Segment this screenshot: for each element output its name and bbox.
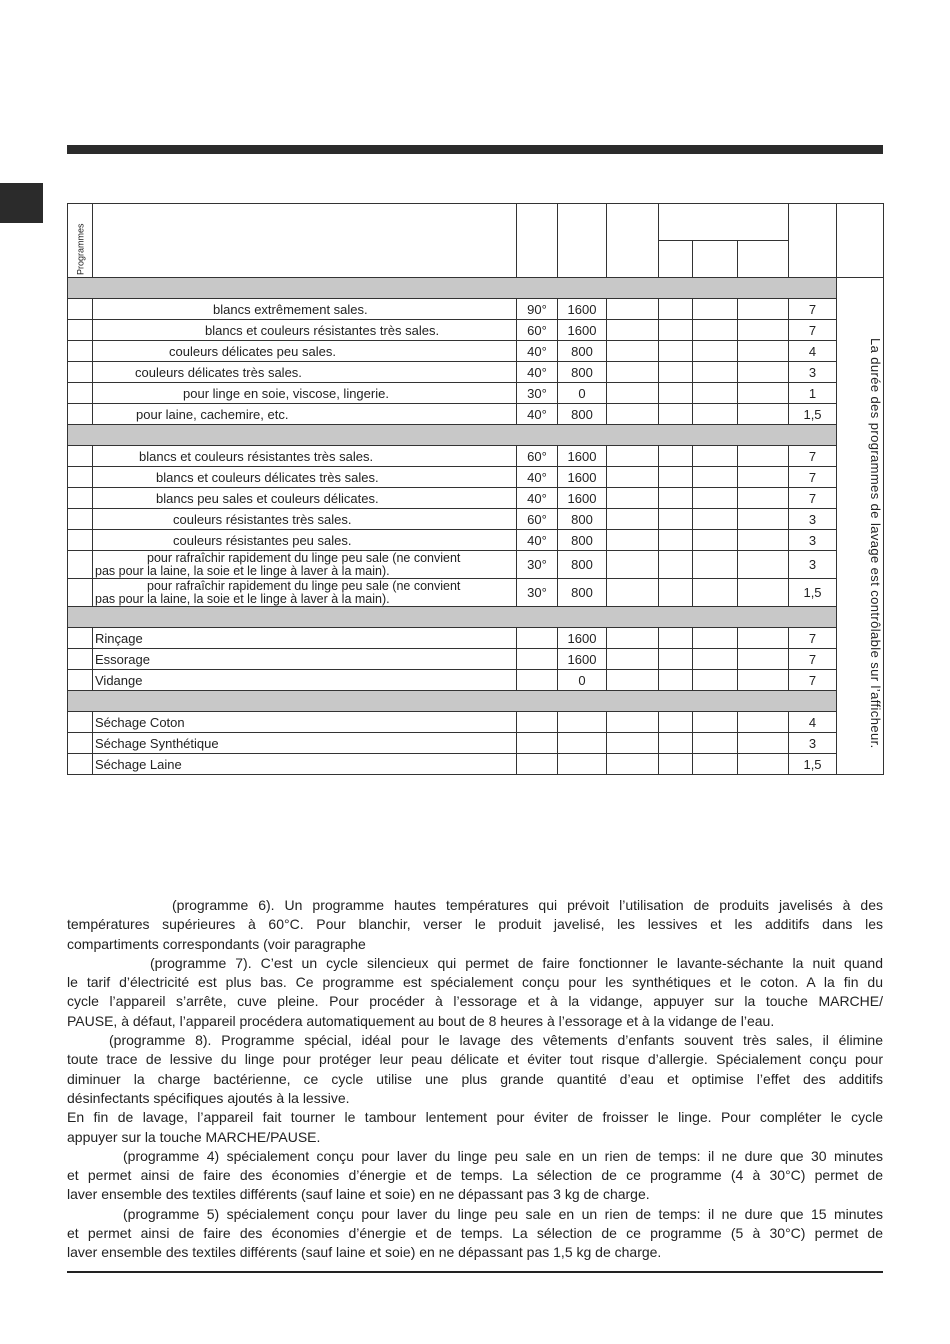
wash-cell: [659, 362, 693, 383]
program-number-cell: [68, 670, 93, 691]
description-cell: [93, 362, 517, 383]
softener-cell: [738, 649, 789, 670]
load-cell: 7: [789, 628, 837, 649]
bleach-cell: [693, 628, 738, 649]
header-detergents: [659, 204, 789, 241]
prewash-cell: [607, 299, 659, 320]
description-text: Vidange: [95, 672, 143, 688]
temperature-cell: 40°: [517, 404, 558, 425]
wash-cell: [659, 733, 693, 754]
description-text: blancs et couleurs résistantes très sales.: [139, 448, 374, 464]
description-cell: [93, 509, 517, 530]
description-line: pour rafraîchir rapidement du linge peu sale (ne convient: [147, 550, 461, 565]
prewash-cell: [607, 530, 659, 551]
softener-cell: [738, 670, 789, 691]
table-row: [68, 320, 884, 341]
temperature-cell: [517, 754, 558, 775]
load-cell: 1,5: [789, 404, 837, 425]
softener-cell: [738, 467, 789, 488]
table-row: [68, 404, 884, 425]
wash-cell: [659, 383, 693, 404]
bleach-cell: [693, 649, 738, 670]
table-row: [68, 509, 884, 530]
description-text: blancs et couleurs délicates très sales.: [156, 469, 379, 485]
description-cell: [93, 383, 517, 404]
header-spin: [558, 204, 607, 278]
program-number-cell: [68, 509, 93, 530]
description-cell: [93, 467, 517, 488]
spin-cell: 800: [558, 551, 607, 579]
paragraph-line: toute trace de lessive du linge pour protéger leur peau délicate et éviter tout risque d’allergie. Spécialement conçu pour: [67, 1051, 883, 1068]
description-cell: [93, 670, 517, 691]
spin-cell: 1600: [558, 649, 607, 670]
header-wash: [659, 241, 693, 278]
paragraph-line: cycle l’appareil s’arrête, cuve pleine. Pour procéder à l’essorage et à la vidange, appuyer sur la touche MARCHE/: [67, 993, 883, 1010]
table-row: [68, 551, 884, 579]
description-text: pour linge en soie, viscose, lingerie.: [183, 385, 389, 401]
paragraph-line: et permet ainsi de faire des économies d’énergie et de temps. La sélection de ce programme (5 à 30°C) permet de: [67, 1225, 883, 1242]
program-number-cell: [68, 733, 93, 754]
softener-cell: [738, 579, 789, 607]
prewash-cell: [607, 362, 659, 383]
softener-cell: [738, 509, 789, 530]
softener-cell: [738, 341, 789, 362]
section-header-cell: [68, 691, 837, 712]
paragraph-line: compartiments correspondants (voir paragraphe: [67, 935, 366, 952]
temperature-cell: 40°: [517, 341, 558, 362]
temperature-cell: 90°: [517, 299, 558, 320]
description-cell: [93, 530, 517, 551]
load-cell: 4: [789, 341, 837, 362]
description-line: pour rafraîchir rapidement du linge peu sale (ne convient: [147, 578, 461, 593]
spin-cell: [558, 733, 607, 754]
description-cell: [93, 551, 517, 579]
spin-cell: 800: [558, 362, 607, 383]
header-description: [93, 204, 517, 278]
table-row: [68, 649, 884, 670]
temperature-cell: [517, 628, 558, 649]
table-row: [68, 446, 884, 467]
prewash-cell: [607, 404, 659, 425]
temperature-cell: 30°: [517, 383, 558, 404]
program-number-cell: [68, 551, 93, 579]
description-text: couleurs délicates peu sales.: [169, 343, 336, 359]
wash-cell: [659, 649, 693, 670]
spin-cell: 1600: [558, 488, 607, 509]
prewash-cell: [607, 341, 659, 362]
table-row: [68, 712, 884, 733]
description-cell: [93, 299, 517, 320]
table-row: [68, 467, 884, 488]
spin-cell: 800: [558, 404, 607, 425]
prewash-cell: [607, 754, 659, 775]
prewash-cell: [607, 579, 659, 607]
paragraph-line: (programme 5) spécialement conçu pour laver du linge peu sale en un rien de temps: il ne dure que 15 minutes: [123, 1205, 883, 1222]
prewash-cell: [607, 446, 659, 467]
softener-cell: [738, 530, 789, 551]
temperature-cell: 60°: [517, 320, 558, 341]
prewash-cell: [607, 488, 659, 509]
prewash-cell: [607, 383, 659, 404]
spin-cell: 1600: [558, 628, 607, 649]
spin-cell: 0: [558, 383, 607, 404]
table-row: [68, 362, 884, 383]
description-text: couleurs résistantes peu sales.: [173, 532, 352, 548]
temperature-cell: [517, 712, 558, 733]
table-row: [68, 488, 884, 509]
bleach-cell: [693, 362, 738, 383]
temperature-cell: 60°: [517, 446, 558, 467]
program-number-cell: [68, 628, 93, 649]
paragraph-line: désinfectants spécifiques ajoutés à la lessive.: [67, 1089, 350, 1106]
description-text: blancs et couleurs résistantes très sales.: [205, 322, 440, 338]
section-header-cell: [68, 425, 837, 446]
paragraph-line: et permet ainsi de faire des économies d’énergie et de temps. La sélection de ce programme (4 à 30°C) permet de: [67, 1167, 883, 1184]
temperature-cell: [517, 670, 558, 691]
load-cell: 3: [789, 530, 837, 551]
paragraph-line: laver ensemble des textiles différents (sauf laine et soie) en ne dépassant pas 3 kg de charge.: [67, 1186, 650, 1203]
load-cell: 7: [789, 467, 837, 488]
wash-cell: [659, 628, 693, 649]
description-cell: [93, 579, 517, 607]
description-text: Séchage Laine: [95, 756, 182, 772]
softener-cell: [738, 446, 789, 467]
description-text: Essorage: [95, 651, 150, 667]
load-cell: 3: [789, 551, 837, 579]
program-number-cell: [68, 712, 93, 733]
wash-cell: [659, 320, 693, 341]
bleach-cell: [693, 341, 738, 362]
description-cell: [93, 733, 517, 754]
footer-rule: [67, 1271, 883, 1273]
program-number-cell: [68, 362, 93, 383]
bleach-cell: [693, 579, 738, 607]
spin-cell: [558, 712, 607, 733]
temperature-cell: 30°: [517, 579, 558, 607]
description-text: couleurs délicates très sales.: [135, 364, 302, 380]
prewash-cell: [607, 628, 659, 649]
table-row: [68, 670, 884, 691]
description-text: blancs peu sales et couleurs délicates.: [156, 490, 379, 506]
description-text: couleurs résistantes très sales.: [173, 511, 352, 527]
paragraph-line: PAUSE, à défaut, l’appareil procédera automatiquement au bout de 8 heures à l’essorage et à la vidange de l’eau.: [67, 1012, 775, 1029]
description-line: pas pour la laine, la soie et le linge à laver à la main).: [95, 563, 390, 578]
wash-cell: [659, 551, 693, 579]
description-cell: [93, 754, 517, 775]
wash-cell: [659, 299, 693, 320]
temperature-cell: 40°: [517, 467, 558, 488]
softener-cell: [738, 299, 789, 320]
wash-cell: [659, 488, 693, 509]
bleach-cell: [693, 733, 738, 754]
paragraph-line: le tarif d’électricité est plus bas. Ce programme est spécialement conçu pour les synthétiques et le coton. A la fin du: [67, 974, 883, 991]
wash-cell: [659, 467, 693, 488]
bleach-cell: [693, 320, 738, 341]
temperature-cell: 60°: [517, 509, 558, 530]
description-cell: [93, 712, 517, 733]
programme-table: [67, 203, 884, 775]
table-row: [68, 341, 884, 362]
table-row: [68, 754, 884, 775]
paragraph-line: laver ensemble des textiles différents (sauf laine et soie) en ne dépassant pas 1,5 kg de charge.: [67, 1244, 662, 1261]
temperature-cell: [517, 649, 558, 670]
description-text: blancs extrêmement sales.: [213, 301, 368, 317]
spin-cell: 800: [558, 341, 607, 362]
spin-cell: [558, 754, 607, 775]
paragraph-line: températures supérieures à 60°C. Pour blanchir, verser le produit javelisé, les lessives et les additifs dans les: [67, 916, 883, 933]
description-cell: [93, 649, 517, 670]
softener-cell: [738, 383, 789, 404]
description-line: pas pour la laine, la soie et le linge à laver à la main).: [95, 591, 390, 606]
description-cell: [93, 628, 517, 649]
prewash-cell: [607, 320, 659, 341]
bleach-cell: [693, 670, 738, 691]
load-cell: 7: [789, 299, 837, 320]
load-cell: 7: [789, 446, 837, 467]
spin-cell: 1600: [558, 320, 607, 341]
bleach-cell: [693, 383, 738, 404]
load-cell: 7: [789, 488, 837, 509]
bleach-cell: [693, 754, 738, 775]
spin-cell: 1600: [558, 299, 607, 320]
prewash-cell: [607, 551, 659, 579]
prewash-cell: [607, 509, 659, 530]
description-text: Séchage Coton: [95, 714, 185, 730]
prewash-cell: [607, 733, 659, 754]
program-number-cell: [68, 649, 93, 670]
program-number-cell: [68, 299, 93, 320]
load-cell: 4: [789, 712, 837, 733]
softener-cell: [738, 628, 789, 649]
section-header-row: [68, 691, 884, 712]
program-number-cell: [68, 530, 93, 551]
temperature-cell: 30°: [517, 551, 558, 579]
spin-cell: 0: [558, 670, 607, 691]
section-header-cell: [68, 278, 837, 299]
bleach-cell: [693, 467, 738, 488]
header-load: [789, 204, 837, 278]
paragraph-line: En fin de lavage, l’appareil fait tourner le tambour lentement pour éviter de froisser le linge. Pour compléter le cycle: [67, 1109, 883, 1126]
load-cell: 1,5: [789, 754, 837, 775]
spin-cell: 800: [558, 579, 607, 607]
softener-cell: [738, 362, 789, 383]
bleach-cell: [693, 712, 738, 733]
section-header-row: [68, 278, 884, 299]
prewash-cell: [607, 712, 659, 733]
bleach-cell: [693, 488, 738, 509]
program-number-cell: [68, 320, 93, 341]
softener-cell: [738, 754, 789, 775]
programmes-header: Programmes: [68, 204, 93, 278]
program-number-cell: [68, 341, 93, 362]
spin-cell: 1600: [558, 467, 607, 488]
load-cell: 3: [789, 362, 837, 383]
header-bleach: [693, 241, 738, 278]
paragraph-line: (programme 4) spécialement conçu pour laver du linge peu sale en un rien de temps: il ne dure que 30 minutes: [123, 1147, 883, 1164]
bleach-cell: [693, 530, 738, 551]
load-cell: 1: [789, 383, 837, 404]
program-number-cell: [68, 467, 93, 488]
wash-cell: [659, 404, 693, 425]
table-row: [68, 299, 884, 320]
program-number-cell: [68, 579, 93, 607]
softener-cell: [738, 733, 789, 754]
program-number-cell: [68, 446, 93, 467]
load-cell: 7: [789, 649, 837, 670]
bleach-cell: [693, 509, 738, 530]
temperature-cell: 40°: [517, 488, 558, 509]
wash-cell: [659, 670, 693, 691]
program-number-cell: [68, 754, 93, 775]
load-cell: 7: [789, 320, 837, 341]
temperature-cell: [517, 733, 558, 754]
wash-cell: [659, 754, 693, 775]
bleach-cell: [693, 404, 738, 425]
header-bar: [67, 145, 883, 154]
wash-cell: [659, 446, 693, 467]
bleach-cell: [693, 551, 738, 579]
program-number-cell: [68, 488, 93, 509]
wash-cell: [659, 341, 693, 362]
header-duration: [837, 204, 884, 278]
spin-cell: 800: [558, 509, 607, 530]
table-row: [68, 733, 884, 754]
prewash-cell: [607, 467, 659, 488]
table-row: [68, 579, 884, 607]
softener-cell: [738, 488, 789, 509]
description-cell: [93, 446, 517, 467]
softener-cell: [738, 320, 789, 341]
header-prewash: [607, 204, 659, 278]
temperature-cell: 40°: [517, 362, 558, 383]
load-cell: 3: [789, 733, 837, 754]
wash-cell: [659, 530, 693, 551]
bleach-cell: [693, 446, 738, 467]
paragraph-line: appuyer sur la touche MARCHE/PAUSE.: [67, 1128, 321, 1145]
description-text: pour laine, cachemire, etc.: [136, 406, 289, 422]
table-row: [68, 383, 884, 404]
prewash-cell: [607, 670, 659, 691]
description-cell: [93, 320, 517, 341]
description-cell: [93, 488, 517, 509]
paragraph-line: (programme 8). Programme spécial, idéal pour le lavage des vêtements d’enfants souvent très sales, il élimine: [109, 1032, 883, 1049]
wash-cell: [659, 712, 693, 733]
softener-cell: [738, 551, 789, 579]
duration-note: La durée des programmes de lavage est contrôlable sur l’afficheur.: [837, 278, 884, 775]
paragraph-line: diminuer la charge bactérienne, ce cycle utilise une plus grande quantité d’eau et optimise l’effet des additifs: [67, 1070, 883, 1087]
load-cell: 3: [789, 509, 837, 530]
program-number-cell: [68, 404, 93, 425]
load-cell: 1,5: [789, 579, 837, 607]
language-tab: [0, 183, 43, 223]
wash-cell: [659, 579, 693, 607]
softener-cell: [738, 404, 789, 425]
section-header-row: [68, 607, 884, 628]
spin-cell: 800: [558, 530, 607, 551]
description-cell: [93, 404, 517, 425]
load-cell: 7: [789, 670, 837, 691]
description-cell: [93, 341, 517, 362]
table-row: [68, 628, 884, 649]
wash-cell: [659, 509, 693, 530]
softener-cell: [738, 712, 789, 733]
header-temperature: [517, 204, 558, 278]
prewash-cell: [607, 649, 659, 670]
bleach-cell: [693, 299, 738, 320]
spin-cell: 1600: [558, 446, 607, 467]
program-number-cell: [68, 383, 93, 404]
section-header-cell: [68, 607, 837, 628]
header-softener: [738, 241, 789, 278]
program-descriptions: [67, 896, 883, 1263]
section-header-row: [68, 425, 884, 446]
description-text: Rinçage: [95, 630, 143, 646]
temperature-cell: 40°: [517, 530, 558, 551]
paragraph-line: (programme 7). C’est un cycle silencieux qui permet de faire fonctionner le lavante-séchante la nuit quand: [150, 954, 883, 971]
paragraph-line: (programme 6). Un programme hautes températures qui prévoit l’utilisation de produits javelisés à des: [172, 897, 883, 913]
description-text: Séchage Synthétique: [95, 735, 219, 751]
table-row: [68, 530, 884, 551]
